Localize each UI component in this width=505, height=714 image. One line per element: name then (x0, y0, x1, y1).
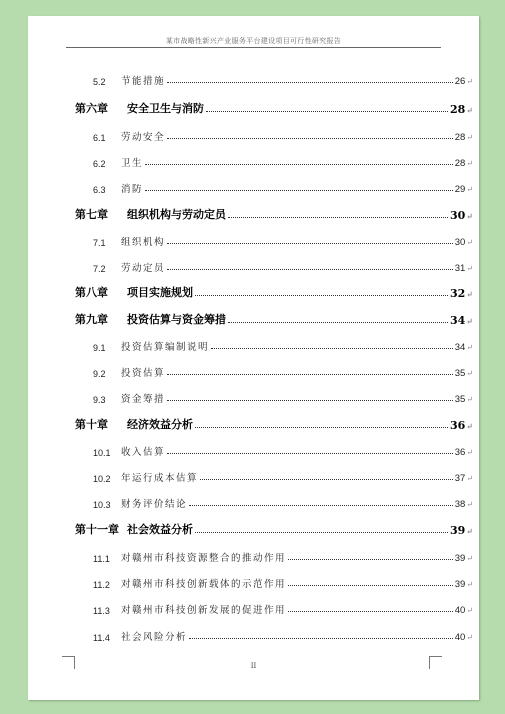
toc-entry-number: 第九章 (75, 313, 108, 326)
toc-entry-number: 第八章 (75, 286, 108, 299)
toc-page-wrap (455, 473, 479, 484)
toc-page-number: 30 (454, 237, 466, 248)
toc-entry-title: 投资估算与资金筹措 (127, 313, 226, 326)
toc-entry-number: 7.1 (93, 238, 106, 248)
toc-leader-dots (288, 610, 453, 612)
toc-entry-title: 项目实施规划 (127, 286, 193, 299)
toc-page-wrap (455, 447, 479, 458)
toc-page-wrap (450, 524, 479, 537)
toc-leader-dots (200, 478, 453, 480)
toc-leader-dots (145, 189, 453, 191)
toc-section-entry[interactable] (28, 468, 479, 484)
toc-section-entry[interactable] (28, 71, 479, 87)
paragraph-mark-icon: ↵ (466, 77, 473, 86)
paragraph-mark-icon: ↵ (466, 580, 473, 589)
paragraph-mark-icon: ↵ (466, 606, 473, 615)
paragraph-mark-icon: ↵ (466, 211, 473, 221)
toc-entry-title: 社会效益分析 (127, 523, 193, 536)
toc-section-entry[interactable] (28, 153, 479, 169)
paragraph-mark-icon: ↵ (466, 500, 473, 509)
paragraph-mark-icon: ↵ (466, 421, 473, 431)
toc-chapter-entry[interactable] (28, 311, 479, 327)
toc-leader-dots (211, 347, 453, 349)
toc-entry-title: 对赣州市科技资源整合的推动作用 (121, 553, 287, 564)
paragraph-mark-icon: ↵ (466, 343, 473, 352)
toc-section-entry[interactable] (28, 442, 479, 458)
toc-page-number: 28 (454, 132, 466, 143)
toc-entry-number: 10.2 (93, 474, 111, 484)
toc-entry-number: 7.2 (93, 264, 106, 274)
toc-entry-title: 组织机构与劳动定员 (127, 208, 226, 221)
toc-leader-dots (167, 137, 453, 139)
toc-page-wrap (455, 132, 479, 143)
toc-page-wrap (455, 368, 479, 379)
toc-section-entry[interactable] (28, 627, 479, 643)
toc-leader-dots (167, 452, 453, 454)
toc-page-wrap (450, 314, 479, 327)
toc-page-wrap (450, 103, 479, 116)
toc-leader-dots (167, 373, 453, 375)
toc-entry-title: 劳动安全 (121, 132, 166, 143)
toc-entry-number: 11.1 (93, 554, 110, 564)
toc-entry-number: 11.2 (93, 580, 110, 590)
toc-section-entry[interactable] (28, 548, 479, 564)
toc-leader-dots (167, 242, 453, 244)
toc-entry-number: 第十章 (75, 418, 108, 431)
toc-entry-number: 10.3 (93, 500, 111, 510)
toc-page-wrap (455, 184, 479, 195)
toc-entry-title: 财务评价结论 (121, 499, 188, 510)
footer-page-number: II (250, 662, 257, 670)
toc-page-number: 36 (449, 419, 466, 432)
toc-page-wrap (455, 553, 479, 564)
toc-leader-dots (167, 81, 453, 83)
paragraph-mark-icon: ↵ (466, 448, 473, 457)
toc-entry-number: 11.4 (93, 633, 110, 643)
toc-page-number: 28 (454, 158, 466, 169)
toc-page-wrap (455, 605, 479, 616)
toc-section-entry[interactable] (28, 574, 479, 590)
toc-entry-title: 投资估算 (121, 368, 166, 379)
toc-page-number: 40 (454, 605, 466, 616)
toc-entry-title: 组织机构 (121, 237, 166, 248)
paragraph-mark-icon: ↵ (466, 474, 473, 483)
toc-entry-number: 10.1 (93, 448, 111, 458)
toc-section-entry[interactable] (28, 389, 479, 405)
toc-page-wrap (455, 342, 479, 353)
toc-entry-title: 消防 (121, 184, 144, 195)
toc-page-wrap (455, 158, 479, 169)
toc-leader-dots (228, 216, 448, 218)
paragraph-mark-icon: ↵ (466, 289, 473, 299)
toc-page-number: 36 (454, 447, 466, 458)
toc-section-entry[interactable] (28, 600, 479, 616)
toc-entry-title: 收入估算 (121, 447, 166, 458)
toc-entry-title: 社会风险分析 (121, 632, 188, 643)
toc-leader-dots (288, 584, 453, 586)
toc-section-entry[interactable] (28, 232, 479, 248)
toc-page-number: 34 (449, 314, 466, 327)
toc-chapter-entry[interactable] (28, 206, 479, 222)
toc-leader-dots (206, 110, 448, 112)
paragraph-mark-icon: ↵ (466, 526, 473, 536)
toc-entry-title: 卫生 (121, 158, 144, 169)
toc-page-wrap (450, 209, 479, 222)
toc-page-number: 35 (454, 368, 466, 379)
toc-chapter-entry[interactable] (28, 284, 479, 300)
header-rule (66, 47, 441, 48)
toc-entry-number: 11.3 (93, 606, 110, 616)
toc-leader-dots (189, 504, 453, 506)
toc-entry-title: 劳动定员 (121, 263, 166, 274)
toc-page-wrap (455, 263, 479, 274)
toc-page-number: 30 (449, 209, 466, 222)
toc-entry-number: 6.3 (93, 185, 106, 195)
toc-leader-dots (167, 399, 453, 401)
toc-entry-number: 9.1 (93, 343, 106, 353)
toc-page-number: 39 (449, 524, 466, 537)
document-page (28, 16, 479, 700)
toc-page-number: 39 (454, 553, 466, 564)
toc-page-wrap (450, 419, 479, 432)
toc-leader-dots (189, 637, 453, 639)
toc-entry-title: 经济效益分析 (127, 418, 193, 431)
paragraph-mark-icon: ↵ (466, 316, 473, 326)
toc-section-entry[interactable] (28, 127, 479, 143)
toc-page-number: 32 (449, 287, 466, 300)
toc-leader-dots (195, 294, 448, 296)
toc-entry-number: 9.2 (93, 369, 106, 379)
toc-entry-title: 投资估算编制说明 (121, 342, 210, 353)
toc-leader-dots (167, 268, 453, 270)
paragraph-mark-icon: ↵ (466, 369, 473, 378)
toc-section-entry[interactable] (28, 363, 479, 379)
toc-page-wrap (455, 579, 479, 590)
toc-page-number: 26 (454, 76, 466, 87)
paragraph-mark-icon: ↵ (466, 105, 473, 115)
toc-leader-dots (288, 558, 453, 560)
toc-leader-dots (195, 531, 448, 533)
toc-page-number: 35 (454, 394, 466, 405)
toc-section-entry[interactable] (28, 258, 479, 274)
toc-entry-title: 年运行成本估算 (121, 473, 199, 484)
toc-entry-number: 第七章 (75, 208, 108, 221)
paragraph-mark-icon: ↵ (466, 633, 473, 642)
paragraph-mark-icon: ↵ (466, 554, 473, 563)
toc-page-wrap (455, 237, 479, 248)
toc-chapter-entry[interactable] (28, 416, 479, 432)
toc-entry-title: 节能措施 (121, 76, 166, 87)
paragraph-mark-icon: ↵ (466, 238, 473, 247)
toc-entry-title: 资金筹措 (121, 394, 166, 405)
toc-page-wrap (455, 394, 479, 405)
toc-section-entry[interactable] (28, 337, 479, 353)
toc-entry-title: 对赣州市科技创新载体的示范作用 (121, 579, 287, 590)
toc-page-number: 34 (454, 342, 466, 353)
toc-entry-number: 6.1 (93, 133, 106, 143)
paragraph-mark-icon: ↵ (466, 185, 473, 194)
paragraph-mark-icon: ↵ (466, 133, 473, 142)
toc-entry-number: 6.2 (93, 159, 106, 169)
toc-entry-number: 5.2 (93, 77, 106, 87)
paragraph-mark-icon: ↵ (466, 395, 473, 404)
toc-entry-number: 第六章 (75, 102, 108, 115)
toc-page-number: 39 (454, 579, 466, 590)
toc-page-number: 29 (454, 184, 466, 195)
toc-chapter-entry[interactable] (28, 521, 479, 537)
toc-entry-title: 安全卫生与消防 (127, 102, 204, 115)
toc-page-wrap (455, 632, 479, 643)
toc-entry-number: 9.3 (93, 395, 106, 405)
page-header: 某市战略性新兴产业服务平台建设项目可行性研究报告 (165, 37, 342, 45)
toc-page-number: 37 (454, 473, 466, 484)
paragraph-mark-icon: ↵ (466, 159, 473, 168)
toc-leader-dots (228, 321, 448, 323)
toc-page-number: 28 (449, 103, 466, 116)
toc-page-number: 40 (454, 632, 466, 643)
toc-section-entry[interactable] (28, 494, 479, 510)
toc-entry-number: 第十一章 (75, 523, 119, 536)
toc-page-number: 31 (454, 263, 466, 274)
toc-leader-dots (195, 426, 448, 428)
toc-page-wrap (450, 287, 479, 300)
paragraph-mark-icon: ↵ (466, 264, 473, 273)
toc-page-number: 38 (454, 499, 466, 510)
toc-chapter-entry[interactable] (28, 100, 479, 116)
toc-leader-dots (145, 163, 453, 165)
toc-page-wrap (455, 499, 479, 510)
toc-section-entry[interactable] (28, 179, 479, 195)
toc-entry-title: 对赣州市科技创新发展的促进作用 (121, 605, 287, 616)
toc-page-wrap (455, 76, 479, 87)
